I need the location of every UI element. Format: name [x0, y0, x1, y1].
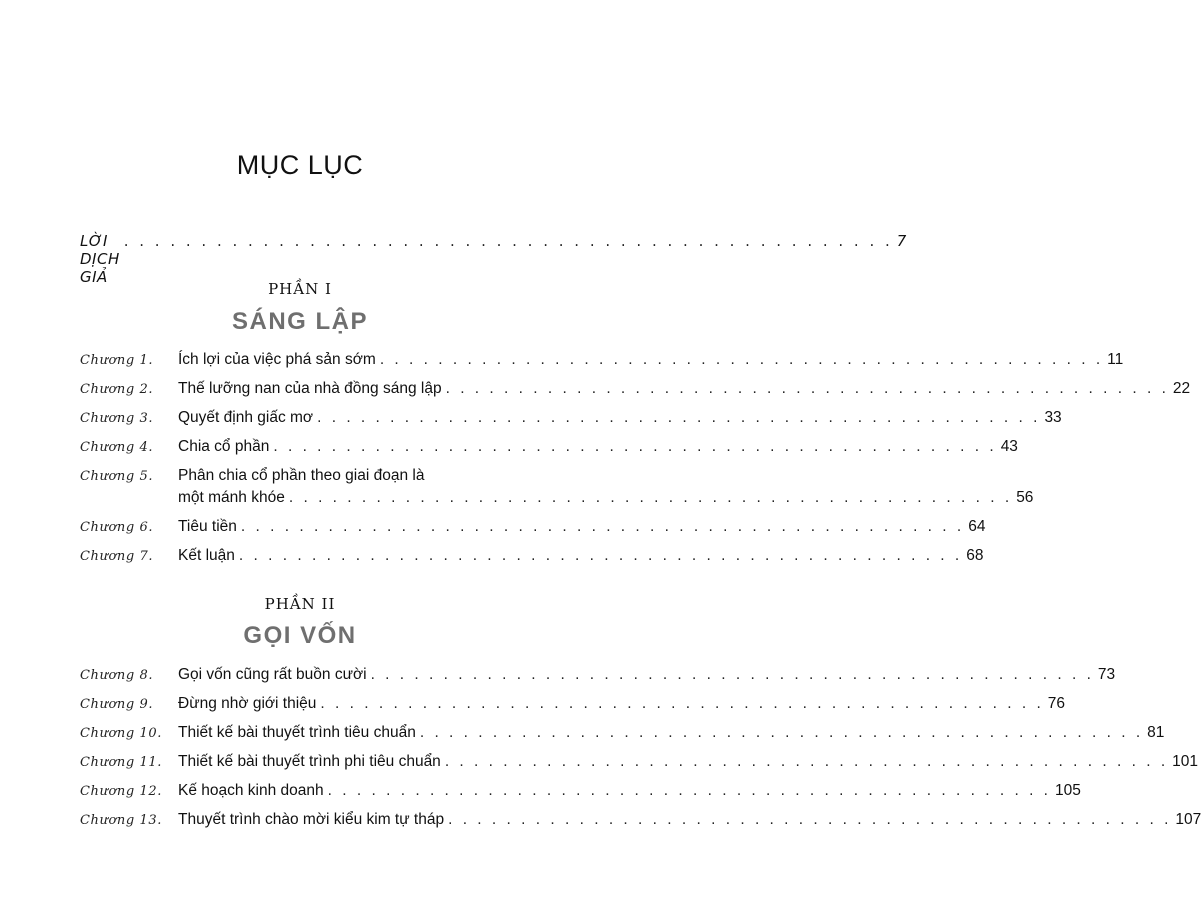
chapter-page-number: 76	[1047, 695, 1066, 712]
chapter-title: Thiết kế bài thuyết trình phi tiêu chuẩn	[178, 753, 441, 770]
chapter-page-number: 68	[966, 547, 984, 564]
chapter-entry	[80, 811, 1201, 833]
dot-leader: . . . . . . . . . . . . . . . . . . . . . . . . . . . . . . . . . . . . . . . . . . . . . . . . . .	[317, 409, 1041, 426]
chapter-entry	[80, 753, 1199, 775]
chapter-entry	[80, 409, 1062, 431]
chapter-page-number: 56	[1016, 489, 1034, 506]
part-label: PHẦN II	[264, 595, 336, 613]
chapter-label: Chương 3.	[80, 411, 154, 426]
chapter-title: Thế lưỡng nan của nhà đồng sáng lập	[178, 380, 442, 397]
chapter-title-continued: một mánh khóe	[178, 489, 285, 506]
dot-leader: . . . . . . . . . . . . . . . . . . . . . . . . . . . . . . . . . . . . . . . . . . . . . . . . . .	[288, 489, 1013, 506]
chapter-label: Chương 12.	[80, 784, 163, 799]
chapter-entry	[80, 518, 986, 540]
chapter-title: Kết luận	[178, 547, 235, 564]
chapter-label: Chương 8.	[80, 668, 154, 683]
chapter-label: Chương 11.	[80, 755, 163, 770]
chapter-page-number: 43	[1000, 438, 1018, 455]
part-title: SÁNG LẬP	[231, 308, 368, 335]
chapter-entry	[80, 380, 1191, 402]
chapter-title: Chia cổ phần	[178, 438, 270, 455]
chapter-title: Ích lợi của việc phá sản sớm	[178, 351, 376, 368]
chapter-title: Thiết kế bài thuyết trình tiêu chuẩn	[178, 724, 416, 741]
chapter-page-number: 81	[1147, 724, 1165, 741]
page-title: MỤC LỤC	[236, 150, 364, 180]
chapter-label: Chương 10.	[80, 726, 163, 741]
intro-label: LỜI DỊCH GIẢ	[80, 232, 120, 286]
chapter-page-number: 11	[1107, 351, 1124, 368]
dot-leader: . . . . . . . . . . . . . . . . . . . . . . . . . . . . . . . . . . . . . . . . . . . . . . . . . .	[444, 753, 1169, 770]
chapter-label: Chương 5.	[80, 469, 154, 484]
dot-leader: . . . . . . . . . . . . . . . . . . . . . . . . . . . . . . . . . . . . . . . . . . . . . . . . . .	[273, 438, 997, 455]
chapter-label: Chương 2.	[80, 382, 154, 397]
chapter-page-number: 33	[1044, 409, 1062, 426]
chapter-entry	[80, 724, 1165, 746]
chapter-label: Chương 9.	[80, 697, 154, 712]
chapter-page-number: 64	[968, 518, 986, 535]
chapter-title: Tiêu tiền	[178, 518, 237, 535]
toc-entry-intro	[80, 232, 907, 286]
chapter-page-number: 107	[1175, 811, 1201, 828]
dot-leader: . . . . . . . . . . . . . . . . . . . . . . . . . . . . . . . . . . . . . . . . . . . . . . . . . .	[379, 351, 1104, 368]
chapter-title: Phân chia cổ phần theo giai đoạn là	[178, 467, 425, 484]
chapter-page-number: 73	[1097, 666, 1116, 683]
dot-leader: . . . . . . . . . . . . . . . . . . . . . . . . . . . . . . . . . . . . . . . . . . . . . . . . . .	[370, 666, 1094, 683]
dot-leader: . . . . . . . . . . . . . . . . . . . . . . . . . . . . . . . . . . . . . . . . . . . . . . . . . .	[320, 695, 1044, 712]
chapter-title: Kế hoạch kinh doanh	[178, 782, 324, 799]
chapter-entry	[80, 547, 984, 569]
chapter-entry	[80, 695, 1066, 717]
chapter-title: Thuyết trình chào mời kiểu kim tự tháp	[178, 811, 445, 828]
chapter-label: Chương 7.	[80, 549, 154, 564]
chapter-page-number: 101	[1172, 753, 1199, 770]
dot-leader: . . . . . . . . . . . . . . . . . . . . . . . . . . . . . . . . . . . . . . . . . . . . . . . . . .	[448, 811, 1172, 828]
dot-leader: . . . . . . . . . . . . . . . . . . . . . . . . . . . . . . . . . . . . . . . . . . . . . . . . . .	[238, 547, 963, 564]
dot-leader: . . . . . . . . . . . . . . . . . . . . . . . . . . . . . . . . . . . . . . . . . . . . . . . . . .	[327, 782, 1051, 799]
dot-leader: . . . . . . . . . . . . . . . . . . . . . . . . . . . . . . . . . . . . . . . . . . . . . . . . . .	[445, 380, 1169, 397]
chapter-page-number: 22	[1172, 380, 1191, 397]
part-label: PHẦN I	[268, 280, 332, 298]
chapter-label: Chương 13.	[80, 813, 163, 828]
chapter-title: Đừng nhờ giới thiệu	[178, 695, 317, 712]
chapter-title: Gọi vốn cũng rất buồn cười	[178, 666, 367, 683]
chapter-entry	[80, 438, 1018, 460]
chapter-entry	[80, 666, 1116, 688]
dot-leader: . . . . . . . . . . . . . . . . . . . . . . . . . . . . . . . . . . . . . . . . . . . . . . . . . .	[419, 724, 1144, 741]
chapter-entry	[80, 467, 1034, 511]
dot-leader: . . . . . . . . . . . . . . . . . . . . . . . . . . . . . . . . . . . . . . . . . . . . . . . . . .	[240, 518, 965, 535]
intro-page-number: 7	[896, 232, 907, 250]
chapter-entry	[80, 782, 1081, 804]
chapter-page-number: 105	[1055, 782, 1081, 799]
chapter-label: Chương 6.	[80, 520, 154, 535]
chapter-entry	[80, 351, 1124, 373]
chapter-title: Quyết định giấc mơ	[178, 409, 314, 426]
part-title: GỌI VỐN	[243, 622, 357, 649]
chapter-label: Chương 1.	[80, 353, 154, 368]
chapter-label: Chương 4.	[80, 440, 154, 455]
dot-leader: . . . . . . . . . . . . . . . . . . . . . . . . . . . . . . . . . . . . . . . . . . . . . . . . . .	[123, 232, 893, 250]
